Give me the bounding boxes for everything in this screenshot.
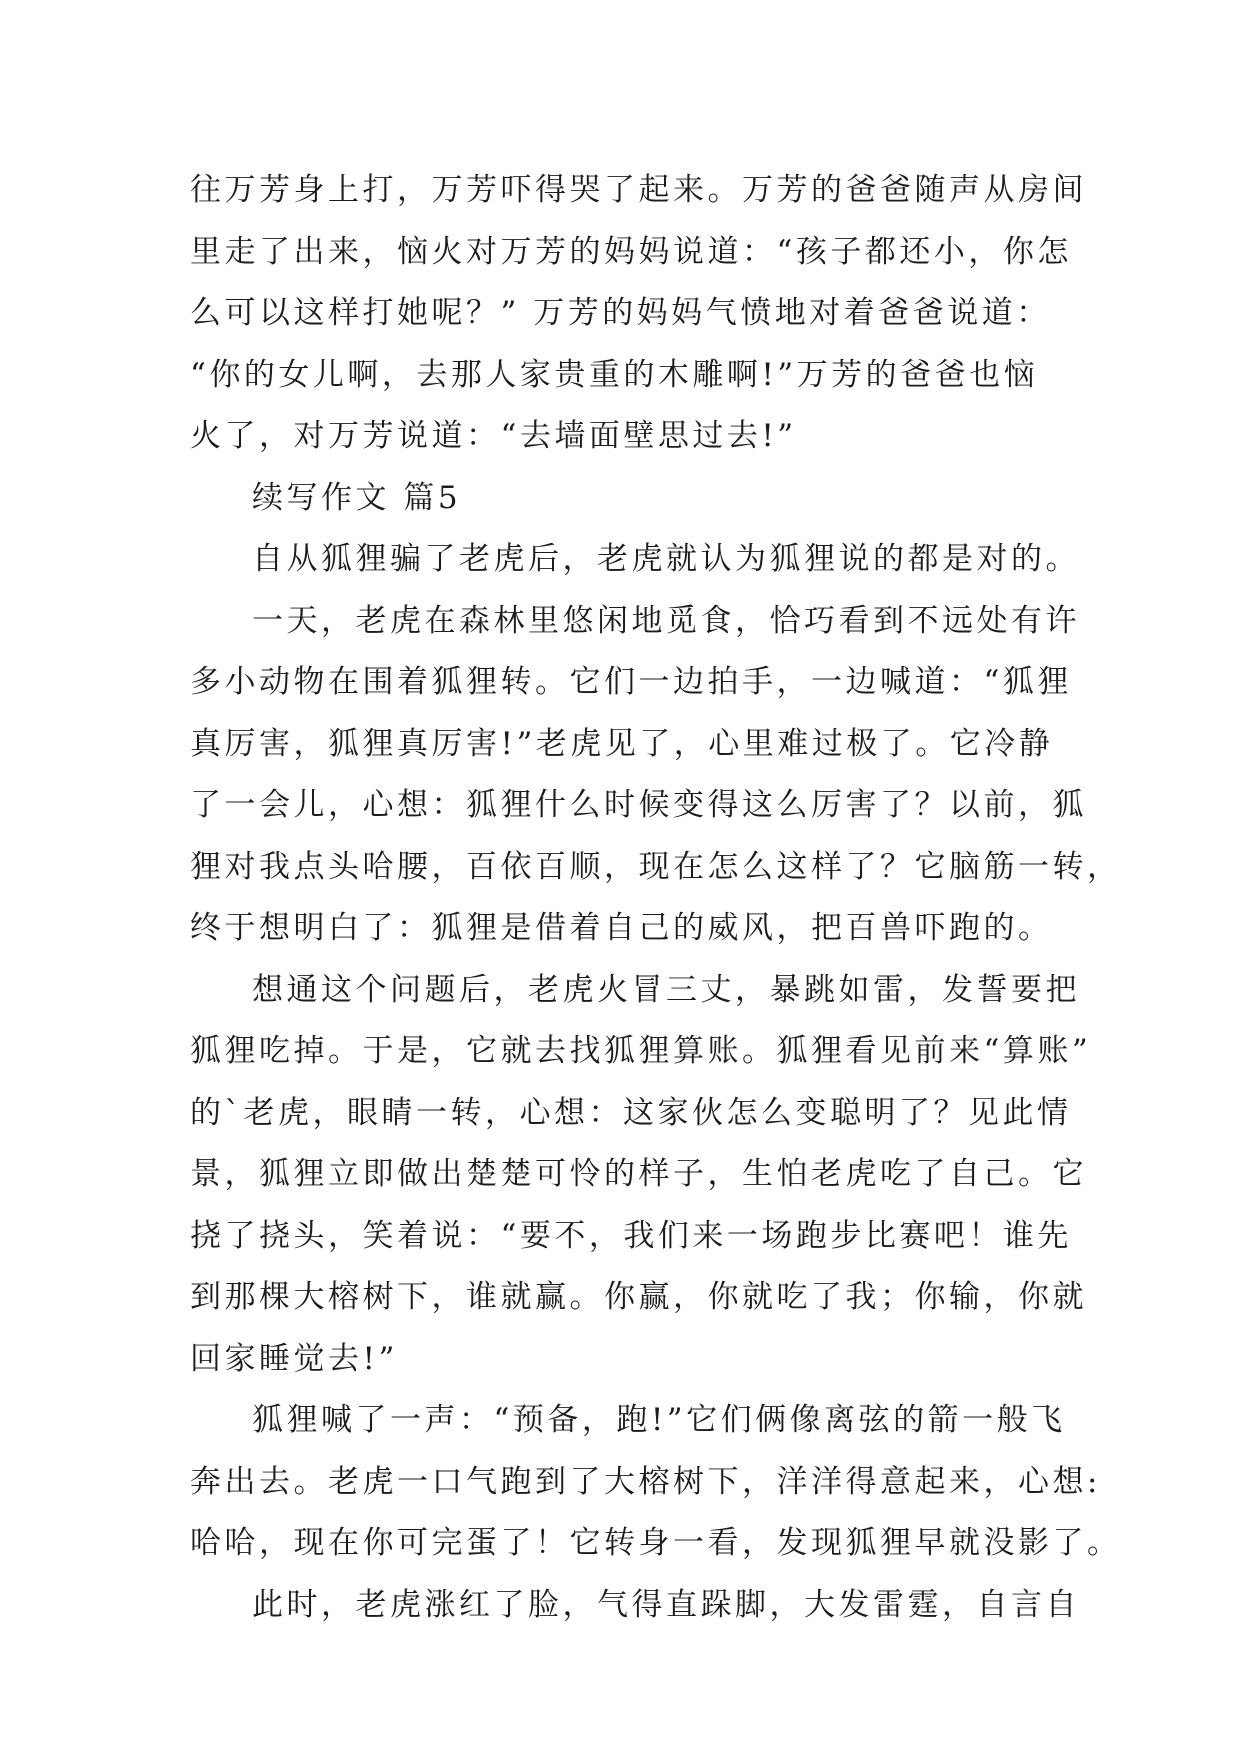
text-line: 回家睡觉去!” xyxy=(190,1340,398,1377)
text-line: 景，狐狸立即做出楚楚可怜的样子，生怕老虎吃了自己。它 xyxy=(190,1156,1087,1192)
text-line: 想通这个问题后，老虎火冒三丈，暴跳如雷，发誓要把 xyxy=(252,971,1080,1008)
text-line: 自从狐狸骗了老虎后，老虎就认为狐狸说的都是对的。 xyxy=(252,541,1080,577)
text-line: 终于想明白了：狐狸是借着自己的威风，把百兽吓跑的。 xyxy=(190,910,1053,946)
text-line: 里走了出来，恼火对万芳的妈妈说道：“孩子都还小，你怎 xyxy=(190,233,1072,270)
body-text xyxy=(190,160,1122,1636)
text-line: 到那棵大榕树下，谁就赢。你赢，你就吃了我；你输，你就 xyxy=(190,1279,1087,1315)
text-line: “你的女儿啊，去那人家贵重的木雕啊!”万芳的爸爸也恼 xyxy=(190,356,1039,393)
text-line: 真厉害，狐狸真厉害!”老虎见了，心里难过极了。它冷静 xyxy=(190,725,1054,762)
text-line: 么可以这样打她呢？” 万芳的妈妈气愤地对着爸爸说道： xyxy=(190,295,1051,331)
text-line: 奔出去。老虎一口气跑到了大榕树下，洋洋得意起来，心想: xyxy=(190,1463,1101,1500)
text-line: 了一会儿，心想：狐狸什么时候变得这么厉害了？以前，狐 xyxy=(190,787,1087,823)
text-line: 的`老虎，眼睛一转，心想：这家伙怎么变聪明了？见此情 xyxy=(190,1094,1072,1131)
text-line: 多小动物在围着狐狸转。它们一边拍手，一边喊道：“狐狸 xyxy=(190,664,1072,700)
text-line: 一天，老虎在森林里悠闲地觅食，恰巧看到不远处有许 xyxy=(252,602,1080,639)
text-line: 挠了挠头，笑着说：“要不，我们来一场跑步比赛吧！谁先 xyxy=(190,1217,1072,1254)
text-line: 狸对我点头哈腰，百依百顺，现在怎么这样了？它脑筋一转， xyxy=(190,848,1122,885)
text-line: 火了，对万芳说道：“去墙面壁思过去!” xyxy=(190,418,797,454)
text-line: 往万芳身上打，万芳吓得哭了起来。万芳的爸爸随声从房间 xyxy=(190,172,1087,208)
text-line: 狐狸吃掉。于是，它就去找狐狸算账。狐狸看见前来“算账” xyxy=(190,1033,1092,1069)
text-line: 狐狸喊了一声：“预备，跑!”它们俩像离弦的箭一般飞 xyxy=(252,1402,1066,1438)
section-heading: 续写作文 篇5 xyxy=(252,479,462,516)
text-line: 此时，老虎涨红了脸，气得直跺脚，大发雷霆，自言自 xyxy=(252,1586,1080,1623)
text-line: 哈哈，现在你可完蛋了！它转身一看，发现狐狸早就没影了。 xyxy=(190,1525,1122,1561)
